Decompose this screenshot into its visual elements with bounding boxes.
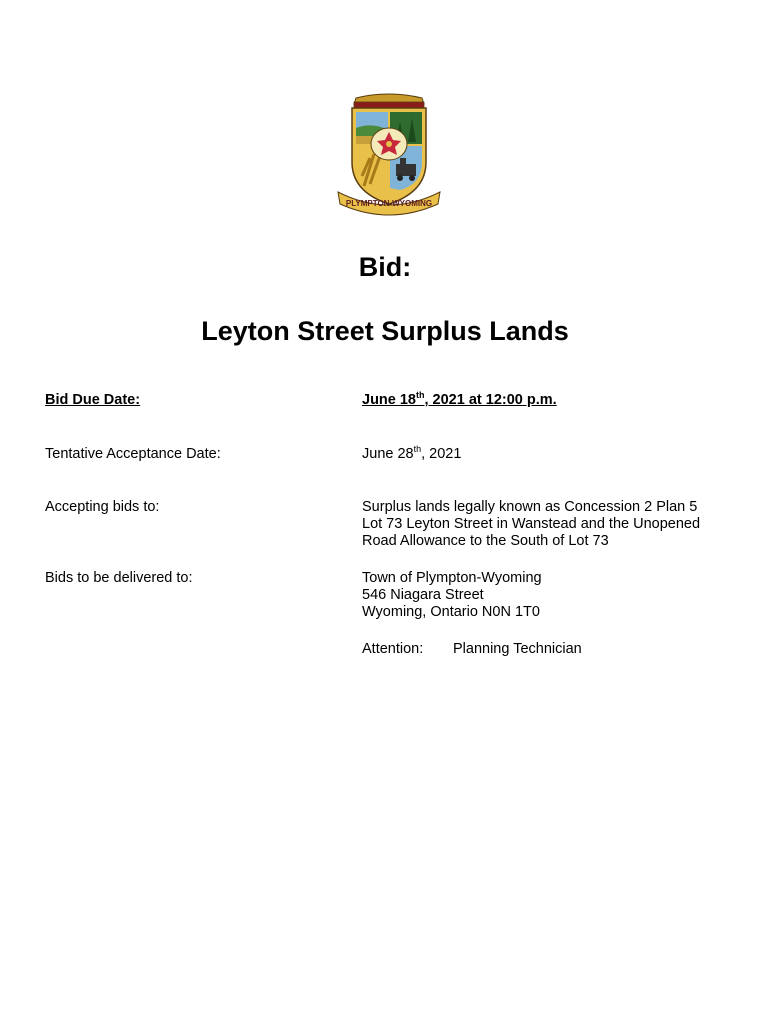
plympton-wyoming-crest-logo (334, 92, 444, 216)
acceptance-date-value-year: , 2021 (421, 446, 462, 462)
accepting-bids-value (362, 499, 700, 550)
acceptance-date-label: Tentative Acceptance Date: (45, 446, 221, 462)
delivery-label: Bids to be delivered to: (45, 570, 193, 586)
attention-value: Planning Technician (453, 641, 582, 657)
bid-due-date-value-suffix: th (416, 390, 425, 400)
bid-due-date-label: Bid Due Date: (45, 392, 141, 408)
accepting-bids-line: Lot 73 Leyton Street in Wanstead and the Unopened (362, 516, 701, 532)
delivery-address (362, 570, 542, 621)
bid-due-date-value (362, 392, 557, 409)
accepting-bids-label: Accepting bids to: (45, 499, 160, 515)
acceptance-date-value-suffix: th (413, 444, 422, 454)
document-title: Leyton Street Surplus Lands (201, 316, 569, 346)
crest-banner-text: PLYMPTON-WYOMING (345, 199, 433, 208)
address-line: Wyoming, Ontario N0N 1T0 (362, 604, 540, 620)
acceptance-date-value (362, 446, 461, 463)
accepting-bids-line: Road Allowance to the South of Lot 73 (362, 533, 609, 549)
attention-label: Attention: (362, 641, 424, 657)
bid-due-date-value-day: June 18 (362, 392, 416, 408)
address-line: Town of Plympton-Wyoming (362, 570, 542, 586)
bid-due-date-value-time: , 2021 at 12:00 p.m. (424, 392, 557, 408)
address-line: 546 Niagara Street (362, 587, 484, 603)
accepting-bids-line: Surplus lands legally known as Concession 2 Plan 5 (362, 499, 698, 515)
bid-heading: Bid: (358, 252, 412, 282)
attention-line (362, 641, 582, 658)
acceptance-date-value-day: June 28 (362, 446, 414, 462)
